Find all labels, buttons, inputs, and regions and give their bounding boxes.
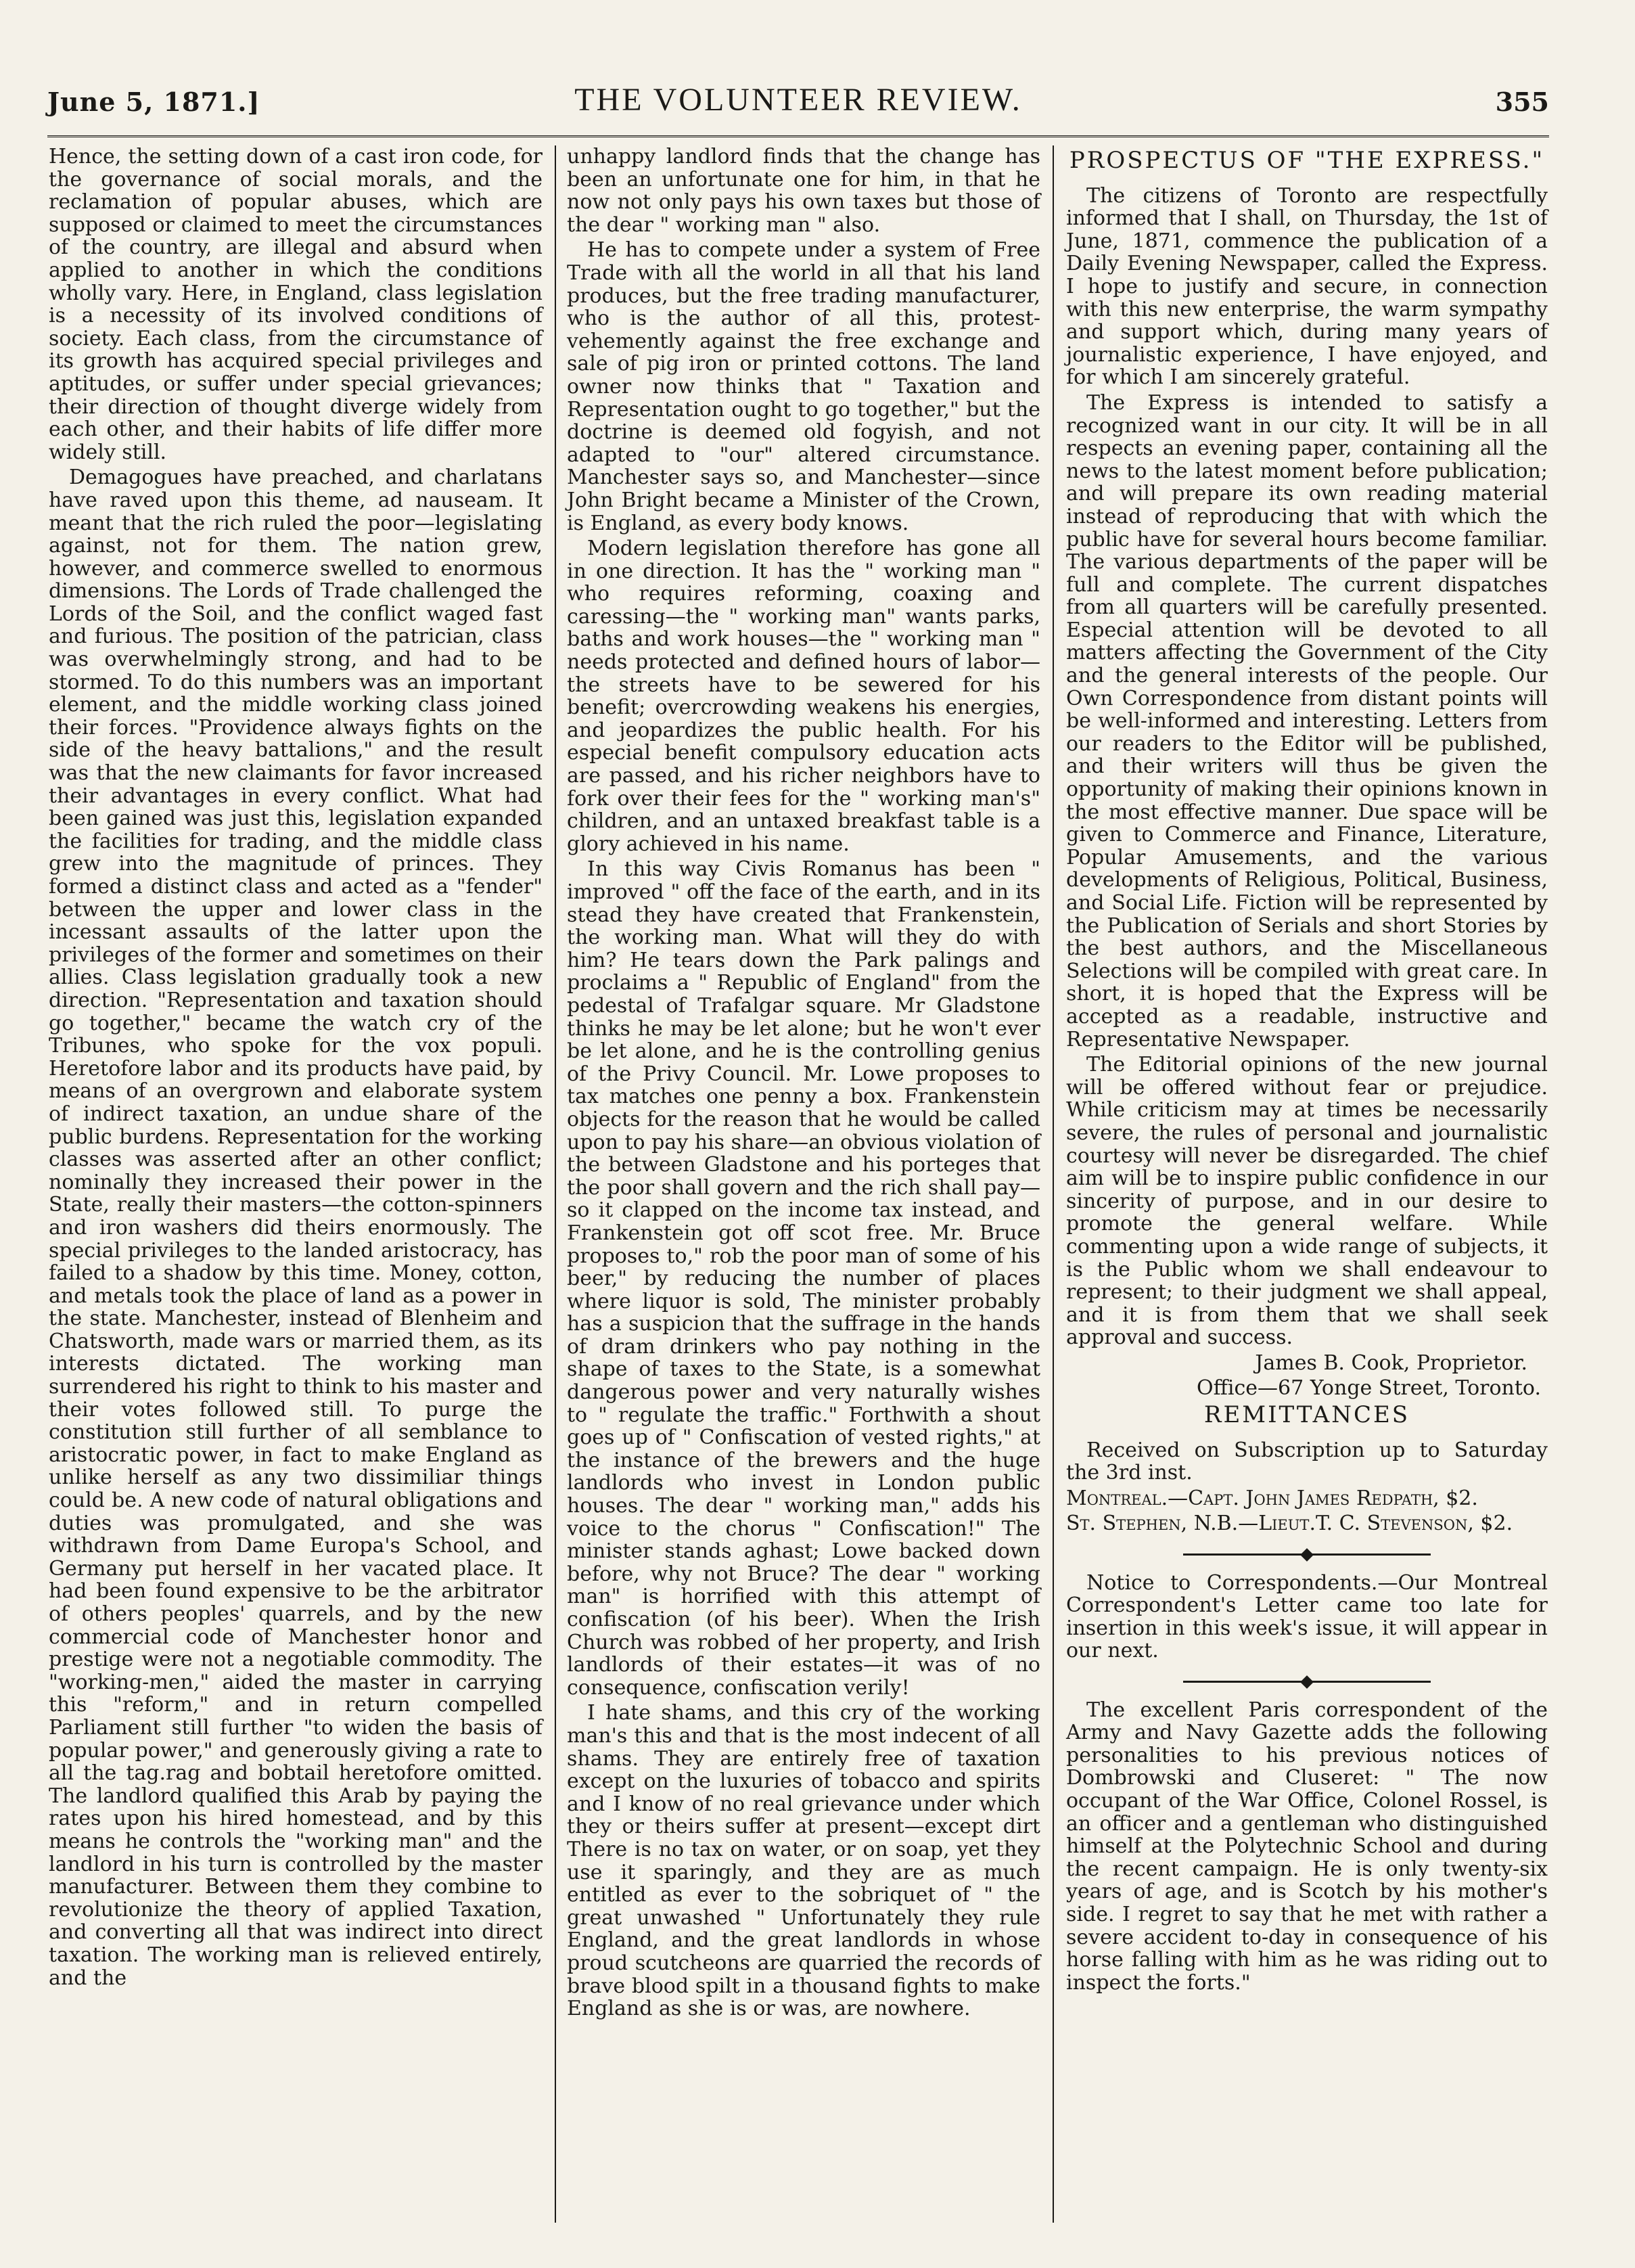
remittances-intro: Received on Subscription up to Saturday the 3rd inst.: [1066, 1438, 1548, 1485]
article-paragraph: Hence, the setting down of a cast iron code, for the governance of social morals, and the reclamation of popular abuses, which are supposed or claimed to meet the circumstances of the country, are illegal and absurd when applied to another in which the conditions wholly vary. Here, in England, class legislation is a necessity of its involved conditions of society. Each class, from the circumstance of its growth has acquired special privileges and aptitudes, or suffer under special grievances; their direction of thought diverge widely from each other, and their habits of life differ more widely still.: [49, 145, 543, 464]
remittance-item: Montreal.—Capt. John James Redpath, $2.: [1066, 1486, 1478, 1510]
remittance-item: St. Stephen, N.B.—Lieut.T. C. Stevenson, $2.: [1066, 1512, 1513, 1536]
prospectus-paragraph: The citizens of Toronto are respectfully informed that I shall, on Thursday, the 1st of June, 1871, commence the publication of a Daily Evening Newspaper, called the Express. I hope to justify and secure, in connection with this new enterprise, the warm sympathy and support which, during many years of journalistic experience, I have enjoyed, and for which I am sincerely grateful.: [1066, 183, 1548, 390]
column-divider-1: [555, 145, 556, 2223]
proprietor-signature: James B. Cook, Proprietor.: [1255, 1351, 1527, 1375]
prospectus-heading: PROSPECTUS OF "THE EXPRESS.": [1069, 147, 1545, 174]
column-divider-2: [1053, 145, 1054, 2223]
article-paragraph: Demagogues have preached, and charlatans have raved upon this theme, ad nauseam. It meant that the rich ruled the poor—legislating against, not for them. The nation grew, however, and commerce swelled to enormous dimensions. The Lords of Trade challenged the Lords of the Soil, and the conflict waged fast and furious. The position of the patrician, class was overwhelmingly strong, and had to be stormed. To do this numbers was an important element, and the middle working class joined their forces. "Providence always fights on the side of the heavy battalions," and the result was that the new claimants for favor increased their advantages in every conflict. What had been gained was just this, legislation expanded the facilities for trading, and the middle class grew into the magnitude of princes. They formed a distinct class and acted as a "fender" between the upper and lower class in the incessant assaults of the latter upon the privileges of the former and sometimes on their allies. Class legislation gradually took a new direction. "Representation and taxation should go together," became the watch cry of the Tribunes, who spoke for the vox populi. Heretofore labor and its products have paid, by means of an overgrown and elaborate system of indirect taxation, an undue share of the public burdens. Representation for the working classes was asserted after an other conflict; nominally they increased their power in the State, really their masters—the cotton-spinners and iron washers did theirs enormously. The special privileges to the landed aristocracy, has failed to a shadow by this time. Money, cotton, and metals took the place of land as a power in the state. Manchester, instead of Blenheim and Chatsworth, made wars or married them, as its interests dictated. The working man surrendered his right to think to his master and their votes followed still. To purge the constitution still further of all semblance to aristocratic power, in fact to make England as unlike herself as any two dissimiliar things could be. A new code of natural obligations and duties was promulgated, and she was withdrawn from Dame Europa's School, and Germany put herself in her vacated place. It had been found expensive to be the arbitrator of others peoples' quarrels, and by the new commercial code of Manchester honor and prestige were not a negotiable commodity. The "working-men," aided the master in carrying this "reform," and in return compelled Parliament still further "to widen the basis of popular power," and generously giving a rate to all the tag.rag and bobtail heretofore omitted. The landlord qualified this Arab by paying the rates upon his hired homestead, and by this means he controls the "working man" and the landlord in his turn is controlled by the master manufacturer. Between them they combine to revolutionize the theory of applied Taxation, and converting all that was indirect into direct taxation. The working man is relieved entirely, and the: [49, 466, 543, 1990]
prospectus-paragraph: The Editorial opinions of the new journal will be offered without fear or prejudice. While criticism may at times be necessarily severe, the rules of personal and journalistic courtesy will never be disregarded. The chief aim will be to inspire public confidence in our sincerity of purpose, and in our desire to promote the general welfare. While commenting upon a wide range of subjects, it is the Public whom we shall endeavour to represent; to their judgment we shall appeal, and it is from them that we shall seek approval and success.: [1066, 1053, 1548, 1350]
remittances-heading: REMITTANCES: [1203, 1401, 1410, 1429]
column-3: [1066, 145, 1548, 2216]
article-paragraph: unhappy landlord finds that the change has been an unfortunate one for him, in that he now not only pays his own taxes but those of the dear " working man " also.: [567, 145, 1040, 237]
issue-date: June 5, 1871.]: [47, 87, 260, 117]
paris-correspondent-paragraph: The excellent Paris correspondent of the Army and Navy Gazette adds the following personalities to his previous notices of Dombrowski and Cluseret: " The now occupant of the War Office, Colonel Rossel, is an officer and a gentleman who distinguished himself at the Polytechnic School and during the recent campaign. He is only twenty-six years of age, and is Scotch by his mother's side. I regret to say that he met with rather a severe accident to-day in consequence of his horse falling with him as he was riding out to inspect the forts.": [1066, 1698, 1548, 1995]
column-1: [49, 145, 543, 2216]
column-2: [567, 145, 1040, 2216]
article-paragraph: Modern legislation therefore has gone all in one direction. It has the " working man " who requires reforming, coaxing and caressing—the " working man" wants parks, baths and work houses—the " working man " needs protected and defined hours of labor—the streets have to be sewered for his benefit; overcrowding weakens his energies, and jeopardizes the public health. For his especial benefit compulsory education acts are passed, and his richer neighbors have to fork over their fees for the " working man's" children, and an untaxed breakfast table is a glory achieved in his name.: [567, 537, 1040, 856]
office-address: Office—67 Yonge Street, Toronto.: [1196, 1376, 1541, 1401]
divider-ornament: [1066, 1542, 1548, 1565]
divider-ornament: [1066, 1669, 1548, 1692]
header-rule: [47, 135, 1549, 137]
notice-to-correspondents: Notice to Correspondents.—Our Montreal Correspondent's Letter came too late for insertion in this week's issue, it will appear in our next.: [1066, 1570, 1548, 1663]
prospectus-paragraph: The Express is intended to satisfy a recognized want in our city. It will be in all respects an evening paper, containing all the news to the latest moment before publication; and will prepare its own reading material instead of reproducing that with which the public have for several hours become familiar. The various departments of the paper will be full and complete. The current dispatches from all quarters will be carefully presented. Especial attention will be devoted to all matters affecting the Government of the City and the general interests of the people. Our Own Correspondence from distant points will be well-informed and interesting. Letters from our readers to the Editor will be published, and their writers will thus be given the opportunity of making their opinions known in the most effective manner. Due space will be given to Commerce and Finance, Literature, Popular Amusements, and the various developments of Religious, Political, Business, and Social Life. Fiction will be represented by the Publication of Serials and short Stories by the best authors, and the Miscellaneous Selections will be compiled with great care. In short, it is hoped that the Express will be accepted as a readable, instructive and Representative Newspaper.: [1066, 390, 1548, 1051]
article-paragraph: I hate shams, and this cry of the working man's this and that is the most indecent of all shams. They are entirely free of taxation except on the luxuries of tobacco and spirits and I know of no real grievance under which they or theirs suffer at present—except dirt There is no tax on water, or on soap, yet they use it sparingly, and they are as much entitled as ever to the sobriquet of " the great unwashed " Unfortunately they rule England, and the great landlords in whose proud scutcheons are quarried the records of brave blood spilt in a thousand fights to make England as she is or was, are nowhere.: [567, 1701, 1040, 2021]
masthead: [47, 81, 1549, 135]
article-paragraph: In this way Civis Romanus has been " improved " off the face of the earth, and in its stead they have created that Frankenstein, the working man. What will they do with him? He tears down the Park palings and proclaims a " Republic of England" from the pedestal of Trafalgar square. Mr Gladstone thinks he may be let alone; but he won't ever be let alone, and he is the controlling genius of the Privy Council. Mr. Lowe proposes to tax matches one penny a box. Frankenstein objects for the reason that he would be called upon to pay his share—an obvious violation of the between Gladstone and his porteges that the poor shall govern and the rich shall pay—so it clapped on the income tax instead, and Frankenstein got off scot free. Mr. Bruce proposes to," rob the poor man of some of his beer," by reducing the number of places where liquor is sold, The minister probably has a suspicion that the suffrage in the hands of dram drinkers who pay nothing in the shape of taxes to the State, is a somewhat dangerous power and very naturally wishes to " regulate the traffic." Forthwith a shout goes up of " Confiscation of vested rights," at the instance of the brewers and the huge landlords who invest in London public houses. The dear " working man," adds his voice to the chorus " Confiscation!" The minister stands aghast; Lowe backed down before, why not Bruce? The dear " working man" is horrified with this attempt of confiscation (of his beer). When the Irish Church was robbed of her property, and Irish landlords of their estates—it was of no consequence, confiscation verily!: [567, 857, 1040, 1700]
newspaper-title: THE VOLUNTEER REVIEW.: [574, 82, 1022, 118]
article-paragraph: He has to compete under a system of Free Trade with all the world in all that his land produces, but the free trading manufacturer, who is the author of all this, protest-vehemently against the free exchange and sale of pig iron or printed cottons. The land owner now thinks that " Taxation and Representation ought to go together," but the doctrine is deemed old fogyish, and not adapted to "our" altered circumstance. Manchester says so, and Manchester—since John Bright became a Minister of the Crown, is England, as every body knows.: [567, 238, 1040, 535]
page-number: 355: [1495, 87, 1549, 117]
